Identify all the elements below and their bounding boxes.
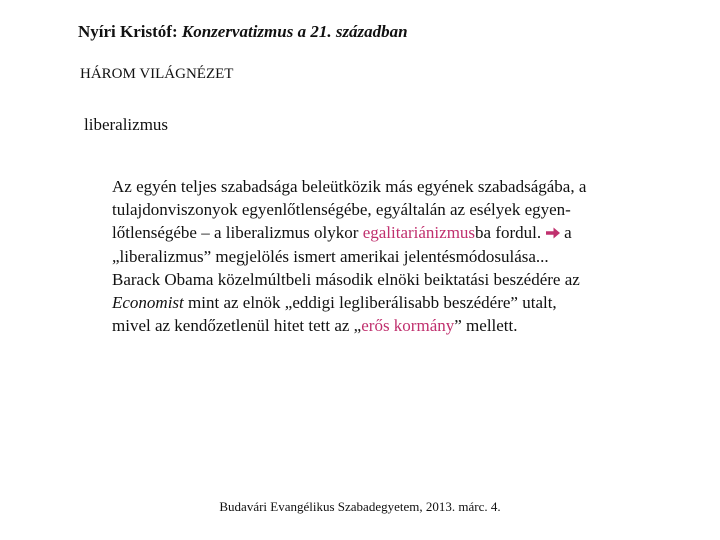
paragraph-line-3-mid: ba fordul. bbox=[475, 222, 542, 242]
paragraph-line-3-end: a bbox=[564, 222, 572, 242]
paragraph-line-7-start: mivel az kendőzetlenül hitet tett az „ bbox=[112, 315, 362, 335]
slide-footer: Budavári Evangélikus Szabadegyetem, 2013. márc. 4. bbox=[219, 499, 501, 514]
paragraph-line-4: „liberalizmus” megjelölés ismert amerikai jelentésmódosulása... bbox=[112, 247, 549, 267]
paragraph-line-5: Barack Obama közelmúltbeli második elnöki beiktatási beszédére az bbox=[112, 270, 580, 290]
paragraph-line-3-start: lőtlenségébe – a liberalizmus olykor bbox=[112, 222, 363, 242]
highlighted-term-egalitarianism: egalitariánizmus bbox=[362, 222, 476, 242]
paragraph-line-6 bbox=[112, 292, 687, 315]
highlighted-term-strong-government: erős kormány bbox=[361, 315, 455, 335]
slide-header bbox=[78, 22, 408, 42]
paragraph-line-7-end: ” mellett. bbox=[454, 315, 518, 335]
author-name: Nyíri Kristóf: bbox=[78, 22, 178, 41]
lecture-title: Konzervatizmus a 21. században bbox=[181, 22, 408, 41]
paragraph-line-6-rest: mint az elnök „eddigi legliberálisabb beszédére” utalt, bbox=[183, 292, 557, 312]
section-heading: liberalizmus bbox=[84, 115, 169, 134]
body-paragraph bbox=[112, 176, 687, 338]
slide-subtitle: HÁROM VILÁGNÉZET bbox=[80, 66, 234, 82]
right-arrow-icon bbox=[545, 224, 561, 247]
paragraph-line-2: tulajdonviszonyok egyenlőtlenségébe, egyáltalán az esélyek egyen- bbox=[112, 199, 571, 219]
paragraph-line-1: Az egyén teljes szabadsága beleütközik más egyének szabadságába, a bbox=[112, 177, 587, 196]
publication-name: Economist bbox=[112, 292, 184, 312]
paragraph-line-7 bbox=[112, 315, 687, 338]
paragraph-line-3 bbox=[112, 222, 687, 247]
